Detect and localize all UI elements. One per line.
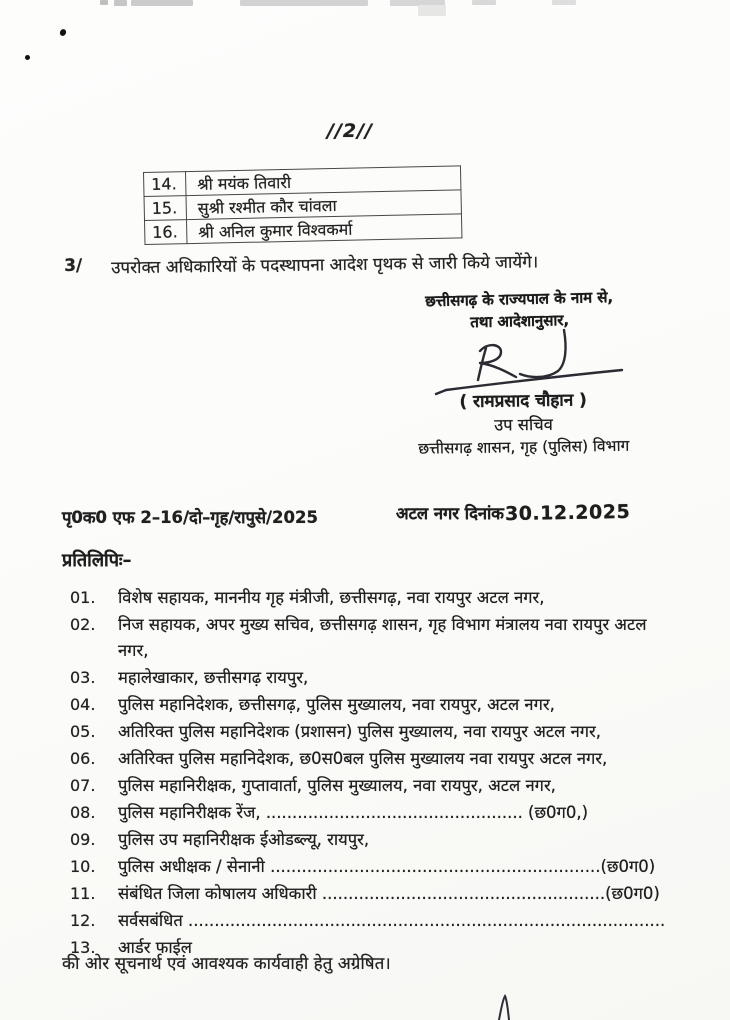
scan-artifact [418,5,446,16]
officer-name: श्री अनिल कुमार विश्वकर्मा [187,214,462,244]
scan-artifact [114,0,127,6]
page-number: //2// [327,120,373,142]
item-number: 11. [70,883,96,903]
officer-name: सुश्री रश्मीत कौर चांवला [186,190,461,220]
item-number: 03. [70,667,96,687]
item-number: 10. [70,856,96,876]
paragraph-text: उपरोक्त अधिकारियों के पदस्थापना आदेश पृथक से जारी किये जायेंगे। [111,252,539,279]
list-item [70,746,672,772]
signatory-name: ( रामप्रसाद चौहान ) [459,390,588,413]
scan-artifact [552,0,576,5]
place-date-label: अटल नगर दिनांक [396,504,504,523]
item-number: 01. [70,588,96,607]
signatory-block [396,387,651,461]
item-text: अतिरिक्त पुलिस महानिदेशक (प्रशासन) पुलिस मुख्यालय, नवा रायपुर अटल नगर, [118,721,602,741]
list-item [70,692,672,718]
reference-number: पृ0क0 एफ 2–16/दो–गृह/रापुसे/2025 [62,508,318,527]
dispatch-place-date [396,501,630,524]
bottom-pen-mark [492,994,518,1020]
copy-list [70,585,672,962]
list-item [70,719,672,745]
list-item [70,665,672,691]
officer-name: श्री मयंक तिवारी [186,166,461,196]
item-text: पुलिस महानिरीक्षक रेंज, ................................................. (छ0ग0,) [118,802,589,822]
item-text: संबंधित जिला कोषालय अधिकारी ......................................................(छ0ग0) [118,883,660,903]
list-item [70,881,672,907]
signatory-department: छत्तीसगढ़ शासन, गृह (पुलिस) विभाग [418,436,630,458]
item-number: 12. [70,910,96,930]
item-number: 13. [70,937,96,957]
signatory-designation: उप सचिव [493,414,553,435]
item-number: 05. [70,721,96,741]
list-item [70,854,672,880]
item-text: पुलिस उप महानिरीक्षक ईओडब्ल्यू, रायपुर, [118,829,370,849]
list-item [70,612,672,663]
item-text: पुलिस अधीक्षक / सेनानी ...............................................................(छ0ग0) [118,856,656,876]
list-item [70,800,672,826]
row-number: 16. [145,220,187,245]
authority-line-2: तथा आदेशानुसार, [470,310,570,332]
scan-artifact [100,0,108,5]
copies-heading: प्रतिलिपिः– [62,550,132,571]
list-item [70,585,672,611]
row-number: 15. [144,196,186,221]
closing-line: की ओर सूचनार्थ एवं आवश्यक कार्यवाही हेतु अग्रेषित। [62,954,391,974]
authority-line-1: छत्तीसगढ़ के राज्यपाल के नाम से, [425,287,614,311]
handwritten-date: 30.12.2025 [504,500,631,526]
item-number: 08. [70,802,96,822]
row-number: 14. [144,172,186,197]
officers-table [143,165,462,245]
item-number: 06. [70,748,96,768]
item-text: अतिरिक्त पुलिस महानिदेशक, छ0स0बल पुलिस मुख्यालय नवा रायपुर अटल नगर, [118,748,608,768]
item-text: पुलिस महानिदेशक, छत्तीसगढ़, पुलिस मुख्यालय, नवा रायपुर, अटल नगर, [118,694,555,714]
item-text: पुलिस महानिरीक्षक, गुप्तावार्ता, पुलिस मुख्यालय, नवा रायपुर, अटल नगर, [118,775,556,795]
list-item [70,827,672,853]
list-item [70,908,672,934]
item-number: 09. [70,829,96,849]
item-number: 02. [70,615,96,634]
paragraph-number: 3/ [64,255,83,276]
item-text: आर्डर फाईल [118,937,192,957]
scan-artifact [472,0,496,5]
item-text: सर्वसबंधित ........................................................................................... [118,910,666,930]
scan-artifact [131,0,193,6]
item-text: निज सहायक, अपर मुख्य सचिव, छत्तीसगढ़ शासन, गृह विभाग मंत्रालय नवा रायपुर अटल नगर, [118,615,647,660]
item-number: 07. [70,775,96,795]
ink-dot [59,28,67,37]
item-number: 04. [70,694,96,714]
item-text: महालेखाकार, छत्तीसगढ़ रायपुर, [118,667,309,687]
ink-dot [25,55,30,60]
paragraph-3 [64,248,669,279]
item-text: विशेष सहायक, माननीय गृह मंत्रीजी, छत्तीसगढ़, नवा रायपुर अटल नगर, [118,588,545,607]
scan-artifact [240,0,368,6]
list-item [70,773,672,799]
